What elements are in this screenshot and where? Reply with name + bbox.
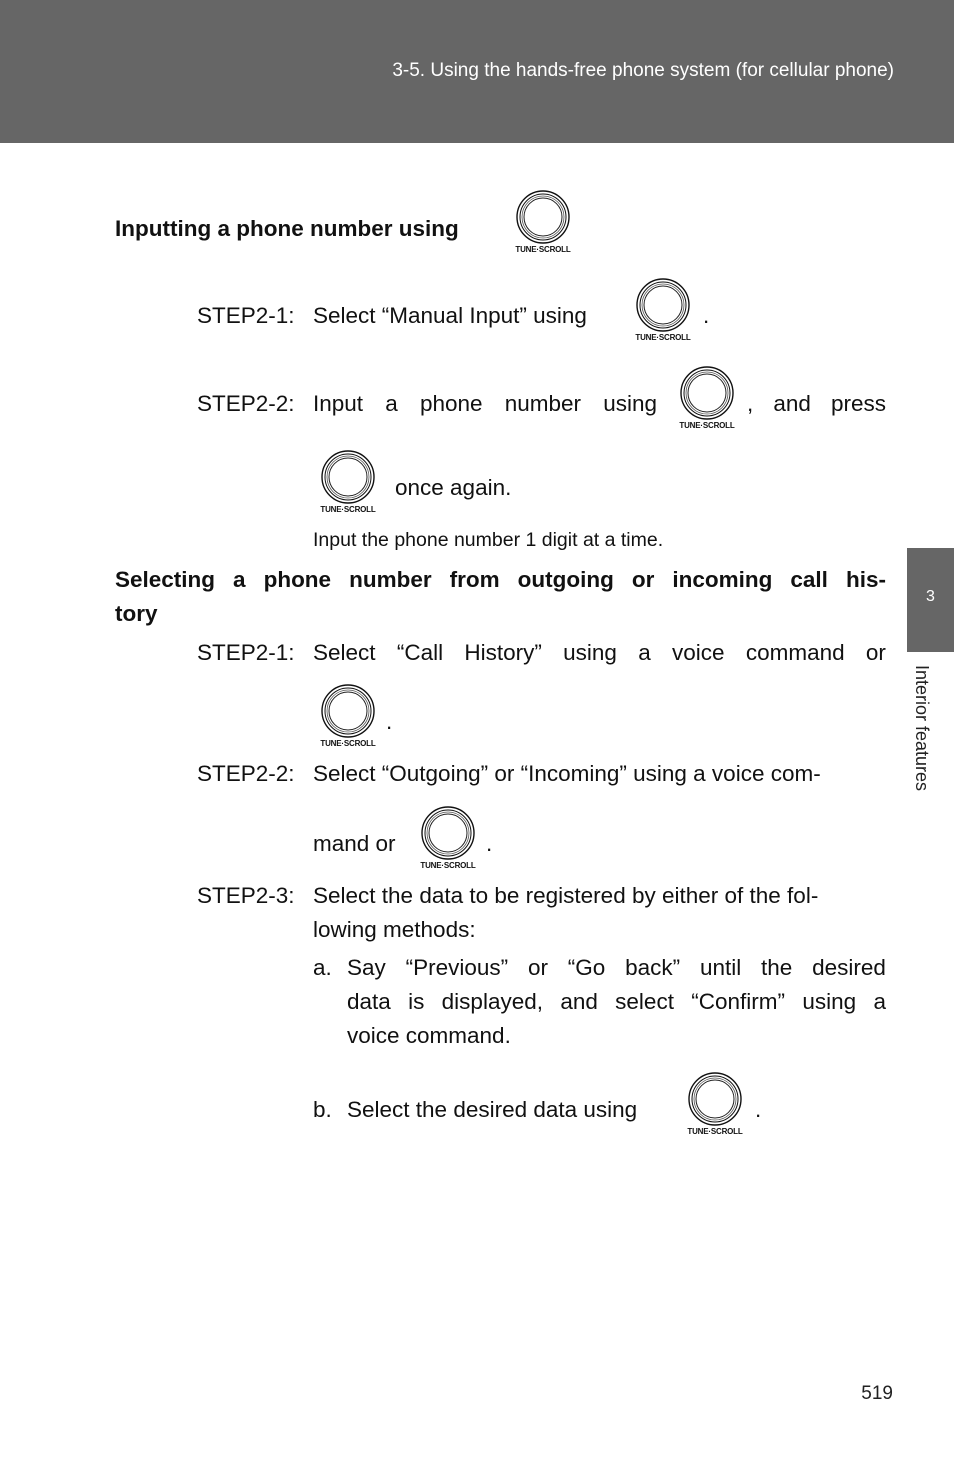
word: and	[560, 989, 598, 1014]
tune-scroll-knob-icon	[635, 278, 691, 344]
word: incoming	[672, 567, 773, 592]
step-text: Select “Outgoing” or “Incoming” using a voice com-	[313, 761, 821, 786]
punctuation: .	[703, 303, 710, 328]
step-text: mand or	[313, 831, 396, 856]
word: command	[745, 640, 845, 665]
word: and	[773, 391, 811, 416]
word: ,	[747, 391, 754, 416]
tune-scroll-label: TUNE·SCROLL	[635, 333, 691, 342]
tune-scroll-label: TUNE·SCROLL	[420, 861, 476, 870]
word: the	[761, 955, 793, 980]
list-marker: b.	[313, 1097, 332, 1122]
tune-scroll-knob-icon	[515, 190, 571, 256]
word: “Previous”	[405, 955, 509, 980]
punctuation: .	[486, 831, 493, 856]
punctuation: .	[755, 1097, 762, 1122]
word: using	[603, 391, 657, 416]
word: a	[385, 391, 398, 416]
word: History”	[464, 640, 542, 665]
word: “Go	[567, 955, 606, 980]
section-heading-inputting: Inputting a phone number using	[115, 216, 459, 241]
list-marker: a.	[313, 955, 332, 980]
word: a	[638, 640, 651, 665]
tune-scroll-label: TUNE·SCROLL	[679, 421, 735, 430]
list-item-text: voice command.	[347, 1023, 511, 1048]
list-item-text-line	[347, 955, 886, 981]
word: call	[790, 567, 828, 592]
tune-scroll-knob-icon	[420, 806, 476, 872]
word: press	[830, 391, 886, 416]
word: number	[504, 391, 581, 416]
tune-scroll-knob-icon	[687, 1072, 743, 1138]
word: “Call	[396, 640, 444, 665]
word: a	[873, 989, 886, 1014]
step-text: lowing methods:	[313, 917, 476, 942]
tune-scroll-label: TUNE·SCROLL	[320, 505, 376, 514]
word: Say	[347, 955, 386, 980]
word: until	[699, 955, 742, 980]
chapter-title: 3-5. Using the hands-free phone system (for cellular phone)	[392, 60, 894, 81]
page-number: 519	[861, 1383, 893, 1404]
word: “Confirm”	[691, 989, 786, 1014]
chapter-number: 3	[926, 588, 935, 605]
step-text: Select “Manual Input” using	[313, 303, 587, 328]
step-text: once again.	[395, 475, 512, 500]
word: Select	[313, 640, 376, 665]
step-label: STEP2-2:	[197, 761, 295, 786]
section-heading-continued: tory	[115, 601, 158, 626]
word: phone	[263, 567, 332, 592]
word: or	[527, 955, 548, 980]
tune-scroll-knob-icon	[320, 684, 376, 750]
step-label: STEP2-2:	[197, 391, 295, 416]
word: Input	[313, 391, 364, 416]
word: select	[615, 989, 674, 1014]
word: Selecting	[115, 567, 216, 592]
tune-scroll-label: TUNE·SCROLL	[515, 245, 571, 254]
step-text-line	[747, 391, 886, 417]
step-text-line	[313, 640, 886, 666]
step-text: Select the data to be registered by either of the fol-	[313, 883, 819, 908]
word: back”	[625, 955, 681, 980]
word: his-	[845, 567, 886, 592]
word: using	[802, 989, 857, 1014]
step-label: STEP2-3:	[197, 883, 295, 908]
step-label: STEP2-1:	[197, 303, 295, 328]
word: displayed,	[441, 989, 543, 1014]
word: a	[233, 567, 246, 592]
list-item-text-line	[347, 989, 886, 1015]
word: or	[631, 567, 655, 592]
word: desired	[812, 955, 886, 980]
tune-scroll-label: TUNE·SCROLL	[320, 739, 376, 748]
note-text: Input the phone number 1 digit at a time.	[313, 529, 664, 551]
page-header	[0, 0, 954, 143]
word: voice	[672, 640, 725, 665]
tune-scroll-knob-icon	[679, 366, 735, 432]
section-heading-call-history	[115, 567, 886, 593]
punctuation: .	[386, 709, 393, 734]
list-item-text: Select the desired data using	[347, 1097, 638, 1122]
word: phone	[419, 391, 483, 416]
step-label: STEP2-1:	[197, 640, 295, 665]
word: is	[408, 989, 425, 1014]
tune-scroll-knob-icon	[320, 450, 376, 516]
chapter-tab-label: Interior features	[912, 665, 932, 792]
word: outgoing	[517, 567, 614, 592]
word: from	[449, 567, 500, 592]
tune-scroll-label: TUNE·SCROLL	[687, 1127, 743, 1136]
word: data	[347, 989, 391, 1014]
word: or	[865, 640, 886, 665]
word: using	[563, 640, 617, 665]
word: number	[349, 567, 432, 592]
chapter-tab	[907, 548, 954, 652]
step-text-line	[313, 391, 657, 417]
